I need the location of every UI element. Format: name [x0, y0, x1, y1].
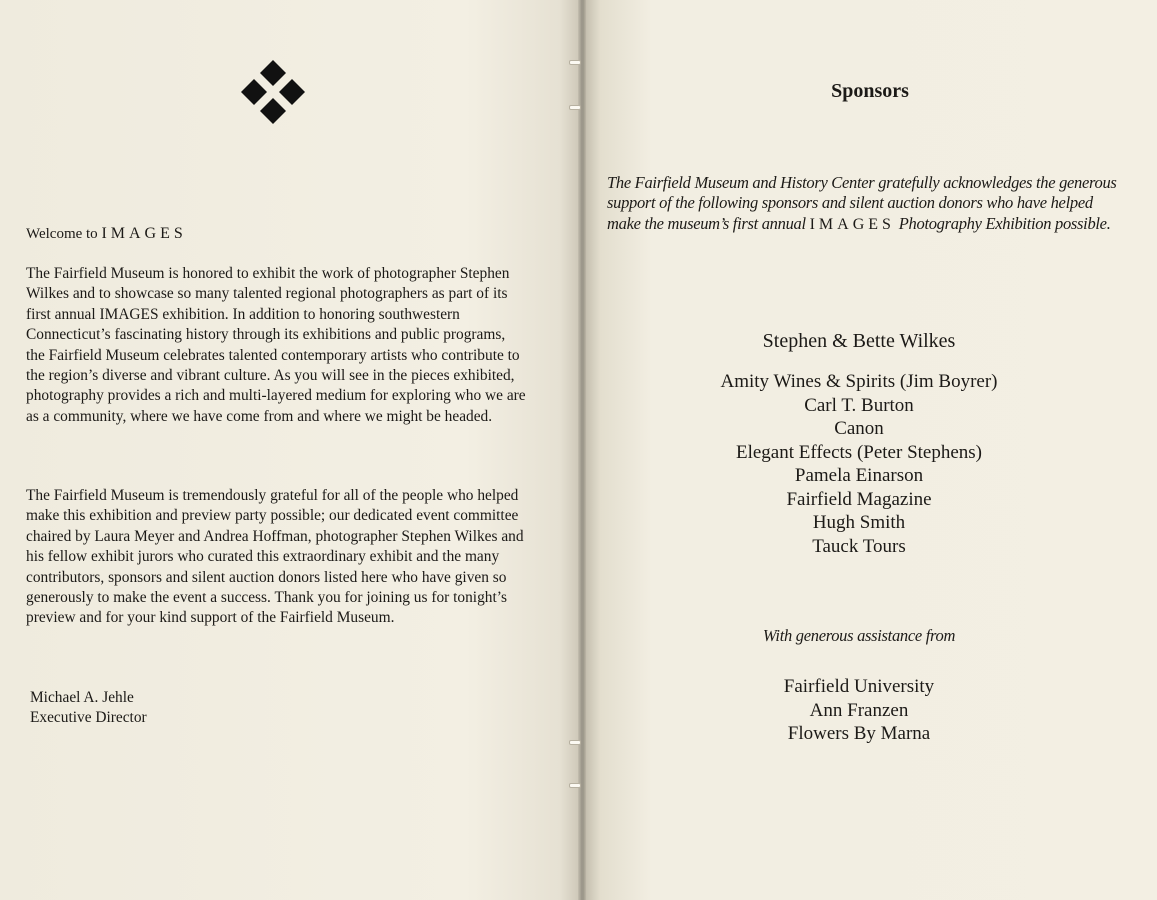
binding-stitch — [569, 60, 581, 65]
list-item: Elegant Effects (Peter Stephens) — [735, 441, 983, 463]
assistance-label: With generous assistance from — [762, 626, 956, 645]
list-item: Flowers By Marna — [787, 723, 931, 744]
sponsors-intro — [607, 173, 1117, 235]
list-item: Fairfield Magazine — [786, 488, 932, 510]
signature-block — [30, 688, 147, 729]
lead-sponsor: Stephen & Bette Wilkes — [762, 330, 956, 352]
four-diamond-logo-icon — [241, 60, 305, 124]
welcome-prefix: Welcome to — [26, 226, 98, 242]
list-item: Carl T. Burton — [804, 394, 914, 416]
binding-stitch — [569, 740, 581, 745]
list-item: Tauck Tours — [812, 535, 906, 557]
list-item: Amity Wines & Spirits (Jim Boyrer) — [720, 371, 998, 392]
binding-stitch — [569, 783, 581, 788]
intro-brand: IMAGES — [809, 215, 895, 233]
list-item: Pamela Einarson — [794, 465, 924, 486]
list-item: Fairfield University — [783, 676, 935, 697]
welcome-paragraph-2: The Fairfield Museum is tremendously grateful for all of the people who helped make this exhibition and preview party possible; our dedicated event committee chaired by Laura Meyer and Andrea Hoffman, photographer Stephen Wilkes and his fellow exhibit jurors who curated this extraordinary exhibit and the many contributors, sponsors and silent auction donors listed here who have given so generously to make the event a success. Thank you for joining us for tonight’s preview and for your kind support of the Fairfield Museum. — [26, 487, 524, 627]
list-item: Ann Franzen — [809, 699, 909, 721]
sponsor-list — [583, 370, 1135, 558]
binding-stitch — [569, 105, 581, 110]
welcome-brand: IMAGES — [101, 225, 187, 242]
assistance-list — [583, 675, 1135, 746]
intro-suffix: Photography Exhibition possible. — [898, 213, 1111, 233]
signer-title: Executive Director — [30, 709, 147, 727]
intro-text: The Fairfield Museum and History Center gratefully acknowledges the generous support of the following sponsors and silent auction donors who have helped make the museum’s first annual — [607, 173, 1117, 233]
list-item: Canon — [834, 418, 884, 439]
list-item: Hugh Smith — [812, 512, 906, 533]
signer-name: Michael A. Jehle — [30, 689, 134, 706]
welcome-paragraph-1: The Fairfield Museum is honored to exhibit the work of photographer Stephen Wilkes and to showcase so many talented regional photographers as part of its first annual IMAGES exhibition. In addition to honoring southwestern Connecticut’s fascinating history through its exhibitions and public programs, the Fairfield Museum celebrates talented contemporary artists who contribute to the region’s diverse and vibrant culture. As you will see in the pieces exhibited, photography provides a rich and multi-layered medium for exploring who we are as a community, where we have come from and where we might be headed. — [26, 265, 526, 425]
welcome-heading — [26, 225, 187, 243]
sponsors-heading: Sponsors — [831, 80, 909, 102]
